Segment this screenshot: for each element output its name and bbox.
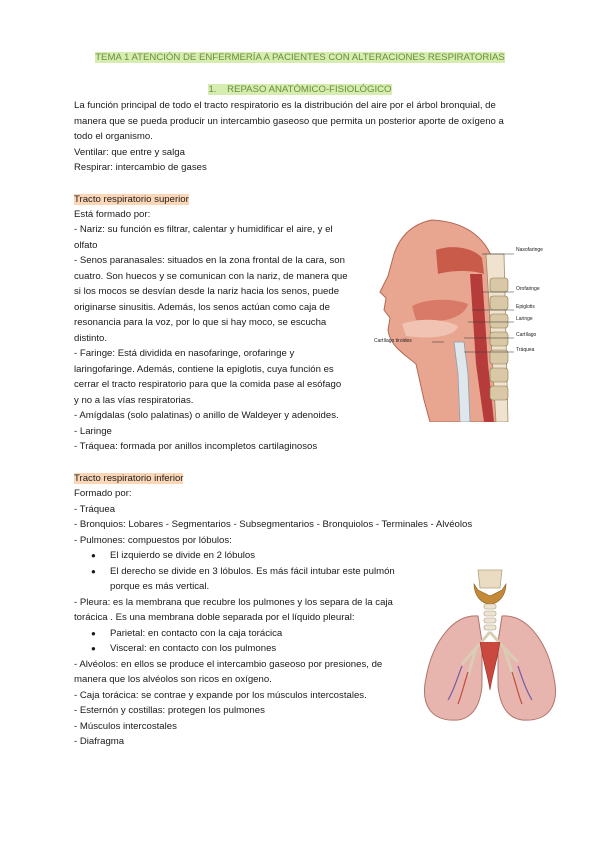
superior-line: y no a las vías respiratorias. bbox=[74, 395, 194, 406]
inferior-heading-text: Tracto respiratorio inferior bbox=[74, 473, 184, 484]
inferior-heading bbox=[74, 471, 183, 487]
inferior-line: manera que los alvéolos son ricos en oxígeno. bbox=[74, 674, 272, 685]
superior-line: cerrar el tracto respiratorio para que la comida pase al esófago bbox=[74, 379, 342, 390]
superior-line: - Faringe: Está dividida en nasofaringe, orofaringe y bbox=[74, 348, 295, 359]
superior-line: laringofaringe. Además, contiene la epiglotis, cuya función es bbox=[74, 364, 334, 375]
bullet-dot: ● bbox=[91, 629, 96, 638]
superior-line: cuatro. Son huecos y se comunican con la nariz, de manera que bbox=[74, 271, 348, 282]
bullet-dot: ● bbox=[91, 551, 96, 560]
superior-heading-text: Tracto respiratorio superior bbox=[74, 194, 189, 205]
section-number: 1. bbox=[208, 84, 217, 95]
figure-label-orofaringe: Orofaringe bbox=[516, 286, 540, 292]
intro-line: Ventilar: que entre y salga bbox=[74, 147, 185, 158]
section-label: REPASO ANATÓMICO-FISIOLÓGICO bbox=[227, 84, 392, 95]
superior-line: Está formado por: bbox=[74, 209, 151, 220]
inferior-line: - Pulmones: compuestos por lóbulos: bbox=[74, 535, 232, 546]
superior-line: resonancia para la voz, por lo que si hay moco, se escucha bbox=[74, 317, 327, 328]
intro-line: todo el organismo. bbox=[74, 131, 153, 142]
superior-heading bbox=[74, 192, 189, 208]
document-title-text: TEMA 1 ATENCIÓN DE ENFERMERÍA A PACIENTES CON ALTERACIONES RESPIRATORIAS bbox=[95, 52, 505, 63]
superior-line: distinto. bbox=[74, 333, 108, 344]
figure-label-laringe: Laringe bbox=[516, 316, 533, 322]
inferior-line: - Músculos intercostales bbox=[74, 721, 177, 732]
bullet-dot: ● bbox=[91, 567, 96, 576]
inferior-line: torácica . Es una membrana doble separada por el líquido pleural: bbox=[74, 612, 355, 623]
superior-line: si los mocos se desvían desde la nariz hacia los senos, puede bbox=[74, 286, 340, 297]
section-heading-text bbox=[208, 84, 391, 95]
intro-line: Respirar: intercambio de gases bbox=[74, 162, 207, 173]
bullet-item: El derecho se divide en 3 lóbulos. Es más fácil intubar este pulmón bbox=[110, 566, 395, 577]
superior-line: olfato bbox=[74, 240, 98, 251]
figure-label-cartilago-tiroides: Cartílago tiroides bbox=[374, 338, 412, 344]
figure-label-cartilago: Cartílago bbox=[516, 332, 537, 338]
lungs-illustration bbox=[418, 566, 562, 726]
figure-label-epiglotis: Epiglotis bbox=[516, 304, 535, 310]
bullet-item: El izquierdo se divide en 2 lóbulos bbox=[110, 550, 256, 561]
inferior-line: - Diafragma bbox=[74, 736, 125, 747]
superior-line: originarse sinusitis. Además, los senos actúan como caja de bbox=[74, 302, 330, 313]
section-heading bbox=[0, 82, 600, 98]
inferior-line: - Alvéolos: en ellos se produce el intercambio gaseoso por presiones, de bbox=[74, 659, 383, 670]
inferior-line: - Tráquea bbox=[74, 504, 116, 515]
superior-line: - Senos paranasales: situados en la zona frontal de la cara, son bbox=[74, 255, 345, 266]
intro-line: La función principal de todo el tracto respiratorio es la distribución del aire por el árbol bronquial, de bbox=[74, 100, 496, 111]
document-title bbox=[0, 50, 600, 66]
superior-line: - Nariz: su función es filtrar, calentar y humidificar el aire, y el bbox=[74, 224, 333, 235]
inferior-line: - Bronquios: Lobares - Segmentarios - Subsegmentarios - Bronquiolos - Terminales - Alvéolos bbox=[74, 519, 473, 530]
superior-line: - Tráquea: formada por anillos incompletos cartilaginosos bbox=[74, 441, 318, 452]
inferior-line: - Esternón y costillas: protegen los pulmones bbox=[74, 705, 265, 716]
superior-line: - Laringe bbox=[74, 426, 112, 437]
figure-label-nasofaringe: Nasofaringe bbox=[516, 247, 543, 253]
superior-line: - Amígdalas (solo palatinas) o anillo de Waldeyer y adenoides. bbox=[74, 410, 339, 421]
bullet-item: Parietal: en contacto con la caja torácica bbox=[110, 628, 283, 639]
figure-label-traquea: Tráquea bbox=[516, 347, 535, 353]
inferior-line: - Pleura: es la membrana que recubre los pulmones y los separa de la caja bbox=[74, 597, 393, 608]
intro-line: manera que se pueda producir un intercambio gaseoso que permita un posterior aporte de oxígeno a bbox=[74, 116, 504, 127]
inferior-line: - Caja torácica: se contrae y expande por los músculos intercostales. bbox=[74, 690, 367, 701]
bullet-item-continuation: porque es más vertical. bbox=[110, 581, 210, 592]
bullet-item: Visceral: en contacto con los pulmones bbox=[110, 643, 277, 654]
bullet-dot: ● bbox=[91, 644, 96, 653]
inferior-line: Formado por: bbox=[74, 488, 132, 499]
